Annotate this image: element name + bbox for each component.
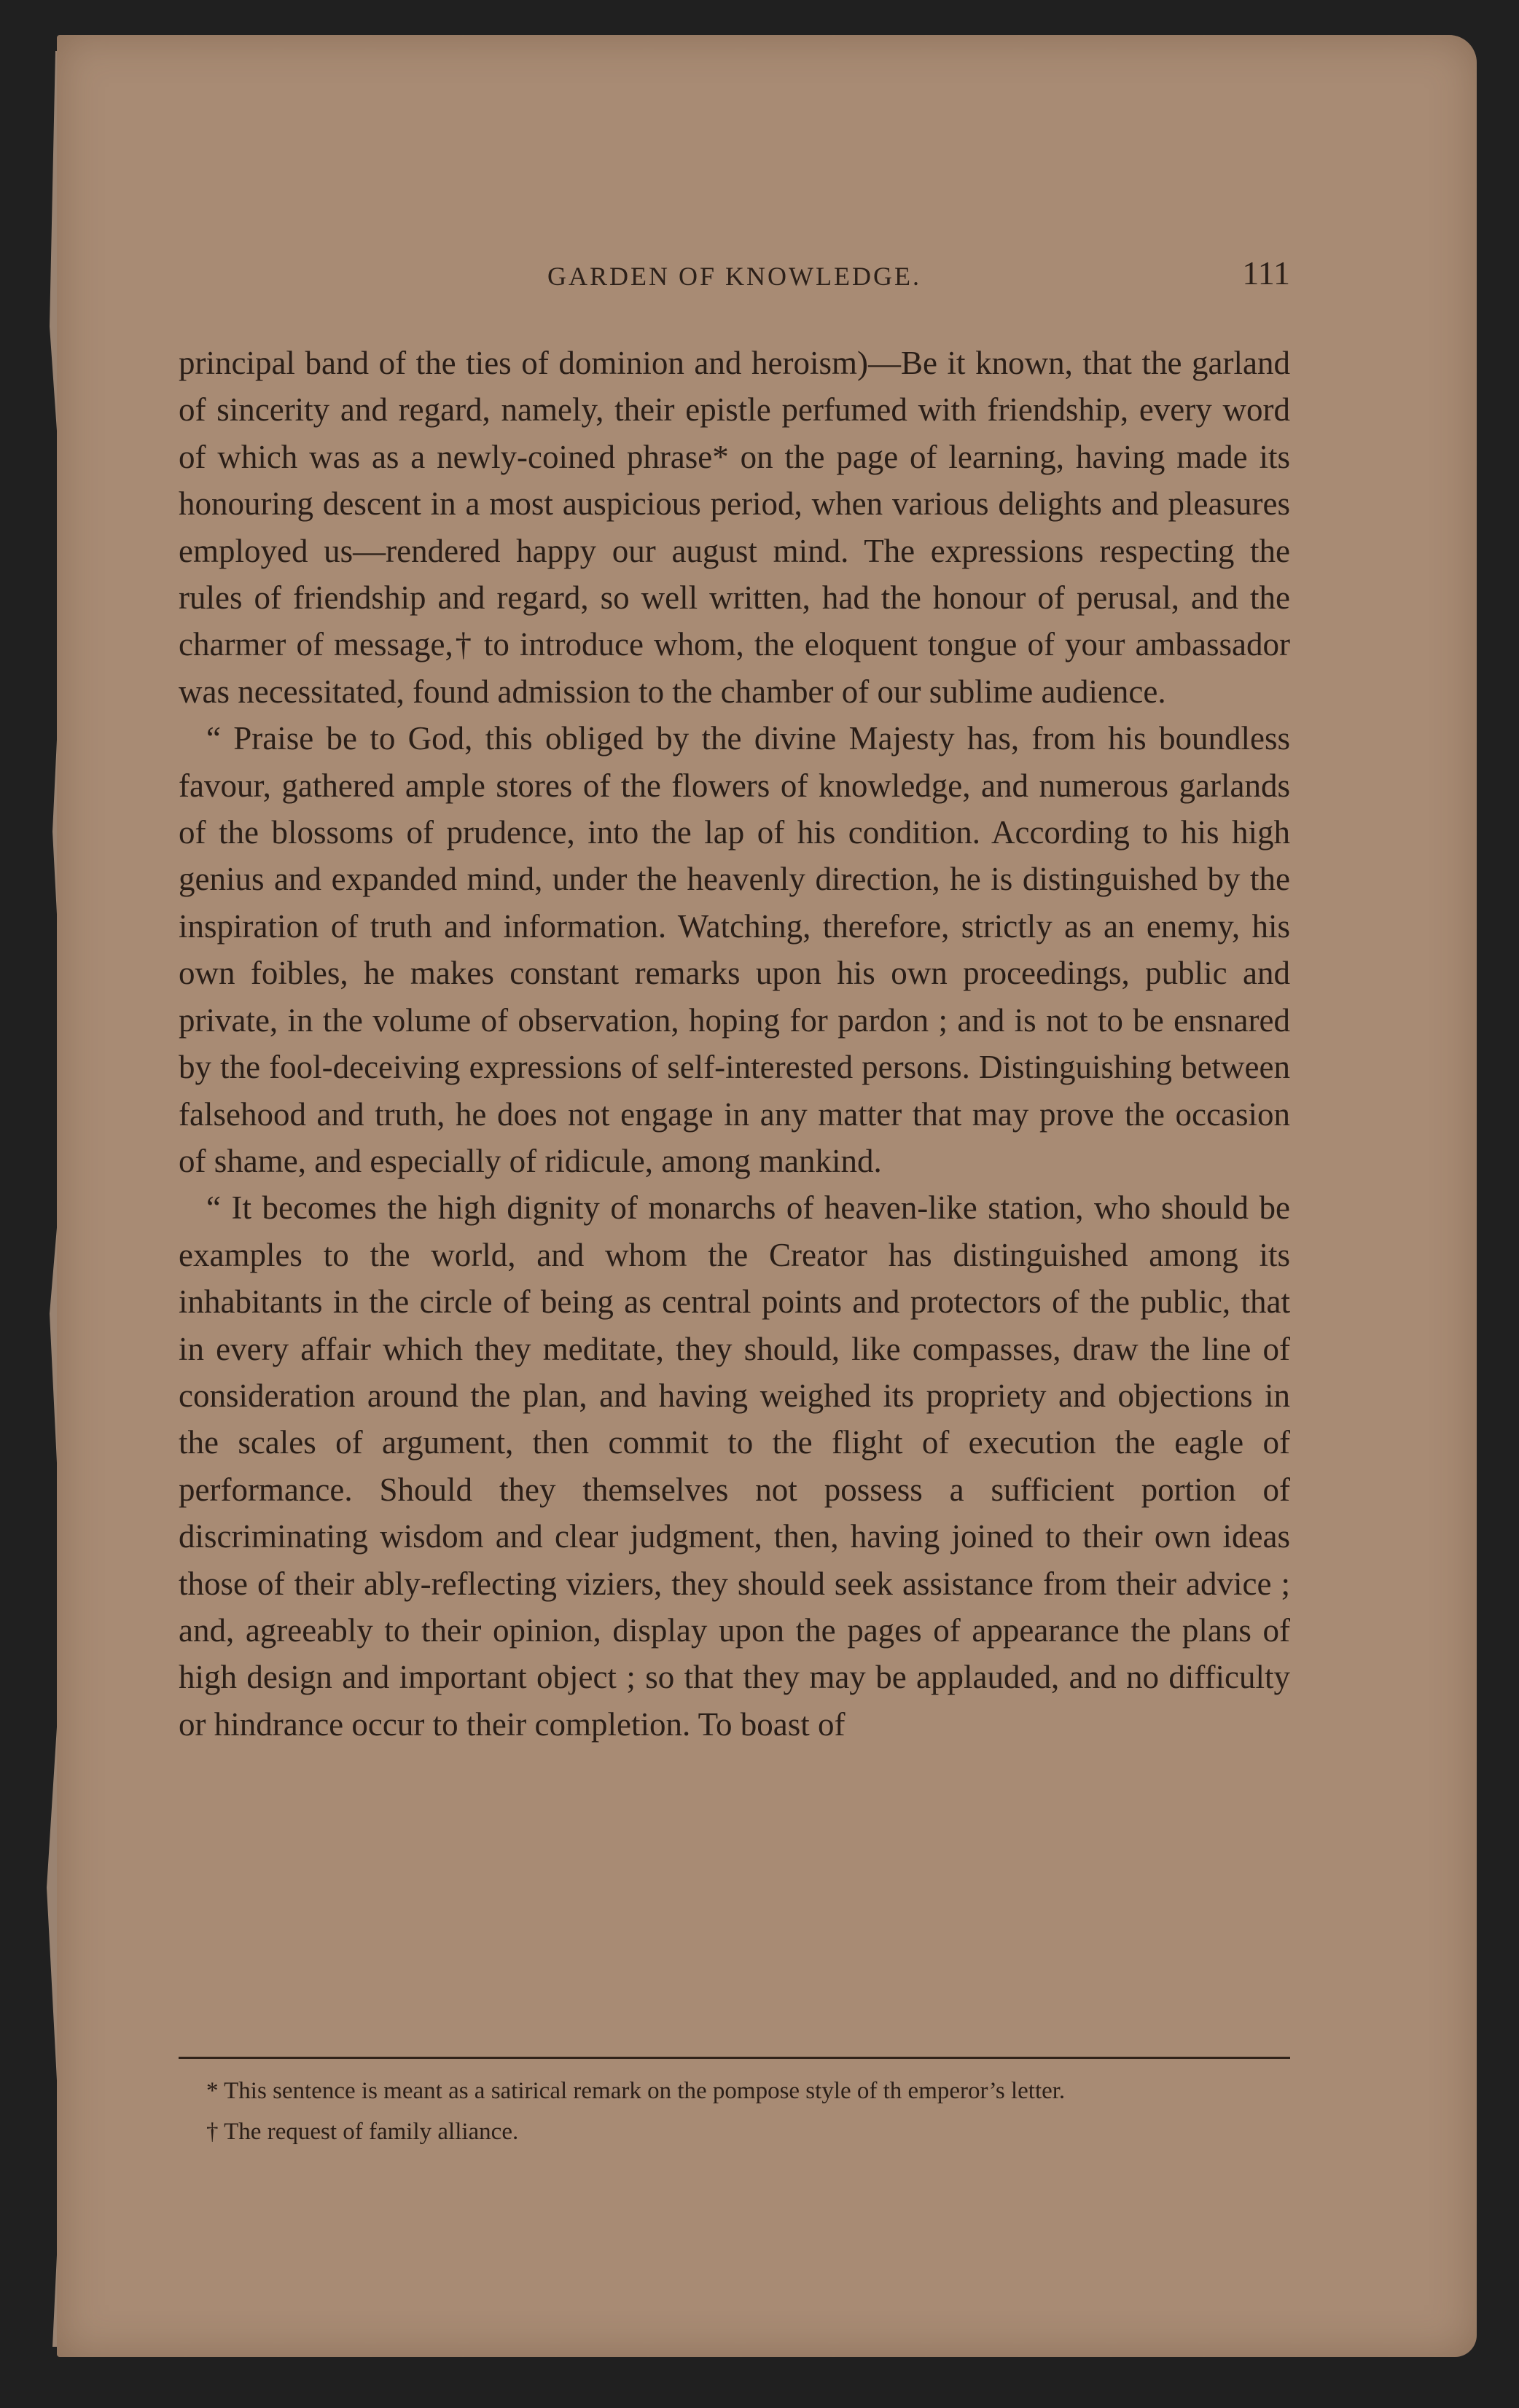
footnote: † The request of family alliance. (206, 2119, 519, 2145)
body-text (179, 340, 1290, 1748)
page-header (179, 254, 1290, 297)
paragraph: “ It becomes the high dignity of monarchs of heaven-like station, who should be examples to the world, and whom the Creator has distinguished among its inhabitants in the circle of being as central points and protectors of the public, that in every affair which they meditate, they should, like compasses, draw the line of consideration around the plan, and having weighed its propriety and objections in the scales of argument, then commit to the flight of execution the eagle of performance. Should they themselves not possess a sufficient portion of discriminating wisdom and clear judgment, then, having joined to their own ideas those of their ably-reflecting viziers, they should seek assistance from their advice ; and, agreeably to their opinion, display upon the pages of appearance the plans of high design and important object ; so that they may be applauded, and no difficulty or hindrance occur to their completion. To boast of (179, 1189, 1290, 1743)
footnote: * This sentence is meant as a satirical remark on the pompose style of th emperor’s letter. (206, 2078, 1066, 2104)
footnotes (179, 2074, 1290, 2156)
page-number: 111 (1242, 254, 1290, 292)
running-head: GARDEN OF KNOWLEDGE. (547, 262, 921, 291)
paragraph: principal band of the ties of dominion and heroism)—Be it known, that the garland of sincerity and regard, namely, their epistle perfumed with friendship, every word of which was as a newly-coined phrase* on the page of learning, having made its honouring descent in a most auspicious period, when various delights and pleasures employed us—rendered happy our august mind. The expressions respecting the rules of friendship and regard, so well written, had the honour of perusal, and the charmer of message,† to introduce whom, the eloquent tongue of your ambassador was necessitated, found admission to the chamber of our sublime audience. (179, 345, 1290, 710)
footnote-divider (179, 2057, 1290, 2059)
paragraph: “ Praise be to God, this obliged by the divine Majesty has, from his boundless favour, gathered ample stores of the flowers of knowledge, and numerous garlands of the blossoms of prudence, into the lap of his condition. According to his high genius and expanded mind, under the heavenly direction, he is distinguished by the inspiration of truth and information. Watching, therefore, strictly as an enemy, his own foibles, he makes constant remarks upon his own proceedings, public and private, in the volume of observation, hoping for pardon ; and is not to be ensnared by the fool-deceiving expressions of self-interested persons. Distinguishing between falsehood and truth, he does not engage in any matter that may prove the occasion of shame, and especially of ridicule, among mankind. (179, 720, 1290, 1179)
